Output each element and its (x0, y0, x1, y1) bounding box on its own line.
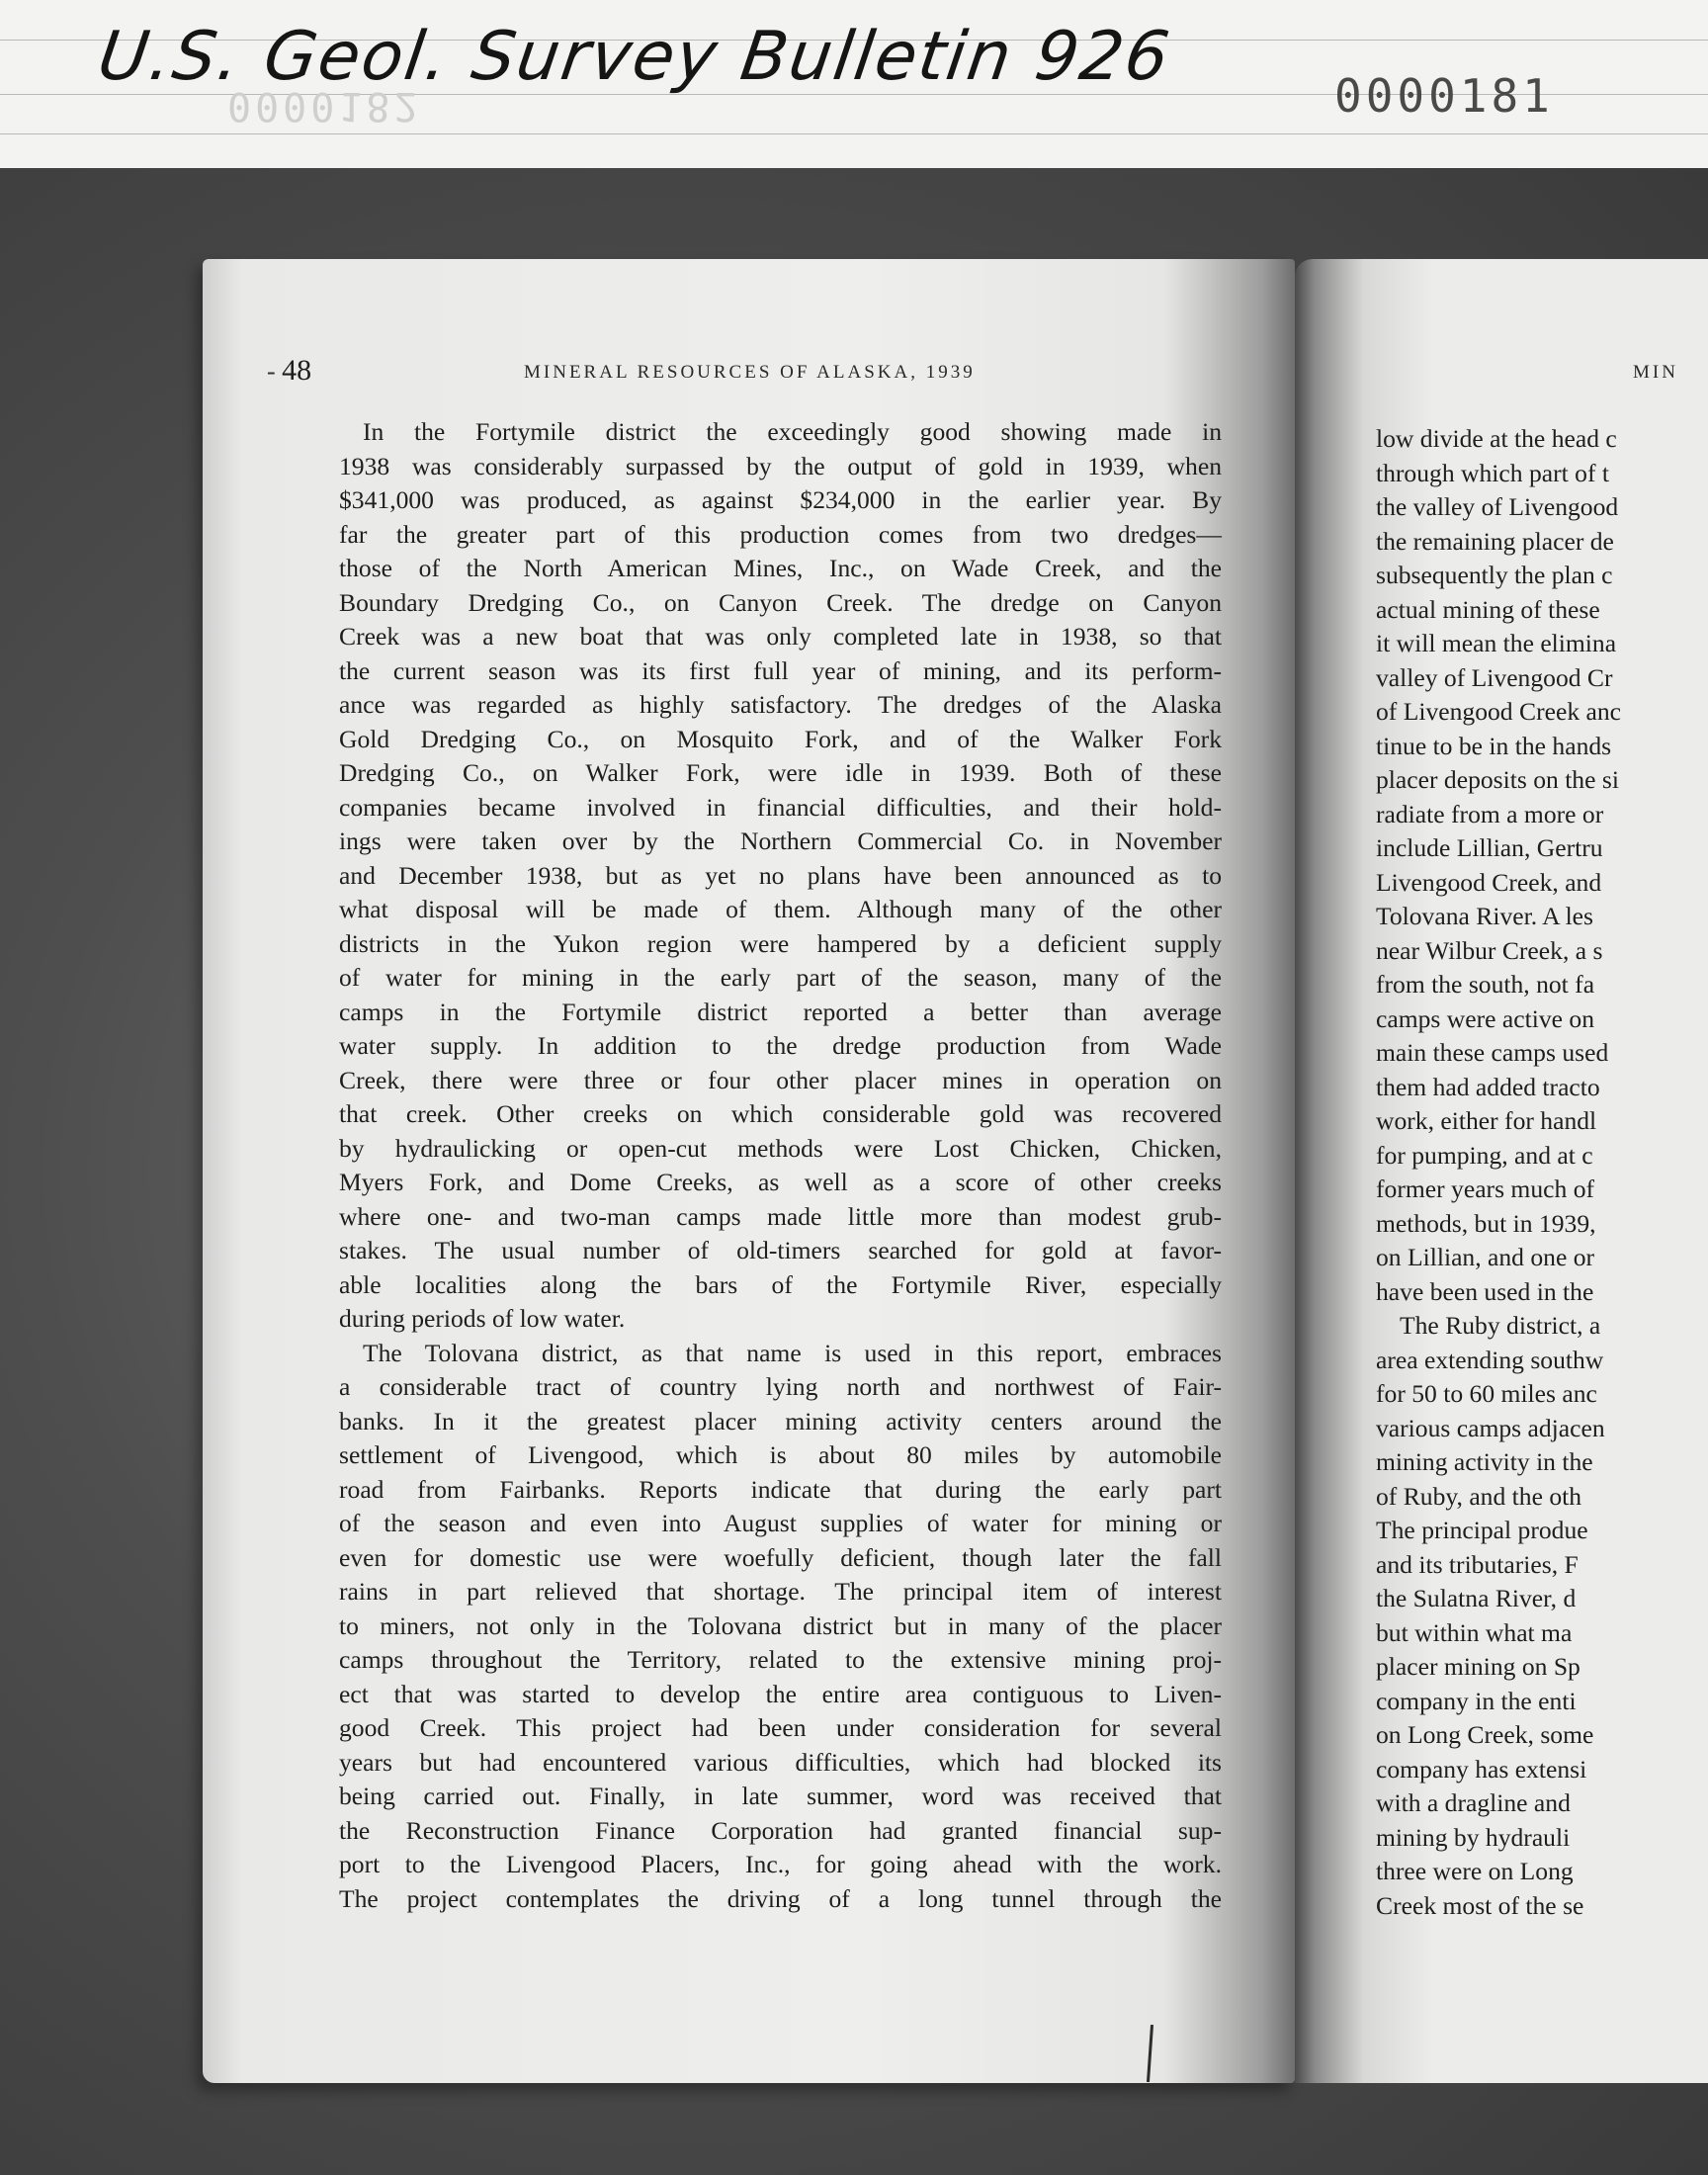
text-line: Tolovana River. A les (1376, 902, 1593, 930)
text-line: ect that was started to develop the entire area contiguous to Liven- (339, 1679, 1222, 1708)
text-line: various camps adjacen (1376, 1413, 1605, 1442)
text-line: company in the enti (1376, 1686, 1577, 1715)
handwritten-title: U.S. Geol. Survey Bulletin 926 (93, 18, 1176, 96)
text-line: and its tributaries, F (1376, 1549, 1579, 1579)
text-line: even for domestic use were woefully deficient, though later the fall (339, 1542, 1222, 1572)
text-line: during periods of low water. (339, 1304, 626, 1333)
text-line: what disposal will be made of them. Although many of the other (339, 895, 1222, 923)
text-line: ings were taken over by the Northern Commercial Co. in November (339, 826, 1222, 855)
text-line: the valley of Livengood (1376, 492, 1619, 521)
text-line: of water for mining in the early part of the season, many of the (339, 963, 1222, 992)
text-line: port to the Livengood Placers, Inc., for going ahead with the work. (339, 1850, 1222, 1878)
text-line: The Tolovana district, as that name is used in this report, embraces (363, 1338, 1222, 1367)
text-line: of Livengood Creek anc (1376, 697, 1622, 726)
text-line: but within what ma (1376, 1617, 1573, 1647)
text-line: tinue to be in the hands (1376, 731, 1612, 760)
running-head-left: MINERAL RESOURCES OF ALASKA, 1939 (524, 362, 976, 383)
text-line: banks. In it the greatest placer mining activity centers around the (339, 1406, 1222, 1436)
text-line: the Sulatna River, d (1376, 1584, 1577, 1612)
text-line: actual mining of these (1376, 594, 1600, 624)
text-line: In the Fortymile district the exceedingly good showing made in (363, 417, 1222, 446)
text-line: placer mining on Sp (1376, 1652, 1580, 1681)
text-line: on Lillian, and one or (1376, 1243, 1595, 1271)
text-line: company has extensi (1376, 1754, 1587, 1784)
page-number: - 48 (297, 354, 326, 388)
text-line: Creek, there were three or four other placer mines in operation on (339, 1065, 1222, 1094)
right-page-body (1376, 422, 1708, 1923)
text-line: mining activity in the (1376, 1447, 1593, 1476)
text-line: The Ruby district, a (1400, 1311, 1601, 1340)
text-line: Livengood Creek, and (1376, 867, 1602, 897)
text-line: on Long Creek, some (1376, 1720, 1594, 1749)
text-line: road from Fairbanks. Reports indicate that during the early part (339, 1474, 1222, 1504)
text-line: main these camps used (1376, 1038, 1609, 1067)
text-line: Myers Fork, and Dome Creeks, as well as a score of other creeks (339, 1168, 1222, 1196)
text-line: Boundary Dredging Co., on Canyon Creek. The dredge on Canyon (339, 587, 1222, 617)
text-line: rains in part relieved that shortage. The principal item of interest (339, 1577, 1222, 1606)
text-line: camps in the Fortymile district reported a better than average (339, 997, 1222, 1026)
text-line: methods, but in 1939, (1376, 1208, 1596, 1238)
text-line: being carried out. Finally, in late summer, word was received that (339, 1782, 1222, 1810)
text-line: include Lillian, Gertru (1376, 833, 1603, 862)
text-line: for pumping, and at c (1376, 1140, 1593, 1170)
text-line: former years much of (1376, 1174, 1595, 1203)
text-line: have been used in the (1376, 1276, 1594, 1306)
text-line: camps throughout the Territory, related to the extensive mining proj- (339, 1645, 1222, 1674)
text-line: area extending southw (1376, 1345, 1604, 1374)
text-line: through which part of t (1376, 458, 1609, 487)
text-line: companies became involved in financial difficulties, and their hold- (339, 792, 1222, 822)
text-line: those of the North American Mines, Inc., on Wade Creek, and the (339, 554, 1222, 582)
text-line: Creek was a new boat that was only completed late in 1938, so that (339, 622, 1222, 651)
text-line: radiate from a more or (1376, 799, 1604, 828)
text-line: of the season and even into August supplies of water for mining or (339, 1509, 1222, 1537)
text-line: where one- and two-man camps made little more than modest grub- (339, 1201, 1222, 1231)
stamp-ghost: 0000182 (227, 83, 422, 129)
text-line: them had added tracto (1376, 1072, 1600, 1101)
text-line: ance was regarded as highly satisfactory. The dredges of the Alaska (339, 690, 1222, 719)
text-line: it will mean the elimina (1376, 629, 1617, 657)
text-line: The principal produe (1376, 1516, 1588, 1544)
text-line: subsequently the plan c (1376, 561, 1613, 589)
text-line: Dredging Co., on Walker Fork, were idle in 1939. Both of these (339, 758, 1222, 787)
running-head-right: MIN (1633, 362, 1678, 383)
text-line: mining by hydrauli (1376, 1822, 1571, 1852)
text-line: the current season was its first full year of mining, and its perform- (339, 655, 1222, 685)
text-line: able localities along the bars of the Fortymile River, especially (339, 1269, 1222, 1299)
left-page-body (339, 415, 1222, 1916)
text-line: far the greater part of this production comes from two dredges— (339, 519, 1222, 549)
text-line: camps were active on (1376, 1003, 1594, 1033)
text-line: The project contemplates the driving of a long tunnel through the (339, 1883, 1222, 1913)
text-line: 1938 was considerably surpassed by the output of gold in 1939, when (339, 451, 1222, 480)
text-line: of Ruby, and the oth (1376, 1481, 1582, 1511)
text-line: placer deposits on the si (1376, 765, 1619, 794)
text-line: stakes. The usual number of old-timers searched for gold at favor- (339, 1236, 1222, 1264)
text-line: near Wilbur Creek, a s (1376, 935, 1603, 965)
archival-label-strip (0, 0, 1708, 170)
text-line: from the south, not fa (1376, 970, 1595, 999)
text-line: settlement of Livengood, which is about 80 miles by automobile (339, 1440, 1222, 1469)
text-line: the Reconstruction Finance Corporation had granted financial sup- (339, 1815, 1222, 1845)
text-line: valley of Livengood Cr (1376, 662, 1613, 692)
text-line: three were on Long (1376, 1857, 1574, 1885)
text-line: Creek most of the se (1376, 1890, 1584, 1920)
text-line: districts in the Yukon region were hampered by a deficient supply (339, 928, 1222, 958)
text-line: a considerable tract of country lying north and northwest of Fair- (339, 1372, 1222, 1401)
text-line: water supply. In addition to the dredge production from Wade (339, 1031, 1222, 1060)
stamp-number: 0000181 (1334, 69, 1554, 123)
text-line: low divide at the head c (1376, 424, 1617, 453)
text-line: $341,000 was produced, as against $234,000 in the earlier year. By (339, 485, 1222, 514)
text-line: for 50 to 60 miles anc (1376, 1379, 1597, 1408)
text-line: years but had encountered various difficulties, which had blocked its (339, 1747, 1222, 1777)
text-line: Gold Dredging Co., on Mosquito Fork, and of the Walker Fork (339, 724, 1222, 753)
text-line: and December 1938, but as yet no plans have been announced as to (339, 860, 1222, 890)
text-line: by hydraulicking or open-cut methods were Lost Chicken, Chicken, (339, 1133, 1222, 1163)
text-line: to miners, not only in the Tolovana district but in many of the placer (339, 1610, 1222, 1640)
ruled-line (0, 133, 1708, 134)
text-line: that creek. Other creeks on which considerable gold was recovered (339, 1099, 1222, 1128)
text-line: good Creek. This project had been under consideration for several (339, 1713, 1222, 1742)
text-line: with a dragline and (1376, 1788, 1571, 1817)
text-line: work, either for handl (1376, 1106, 1597, 1135)
text-line: the remaining placer de (1376, 526, 1614, 556)
